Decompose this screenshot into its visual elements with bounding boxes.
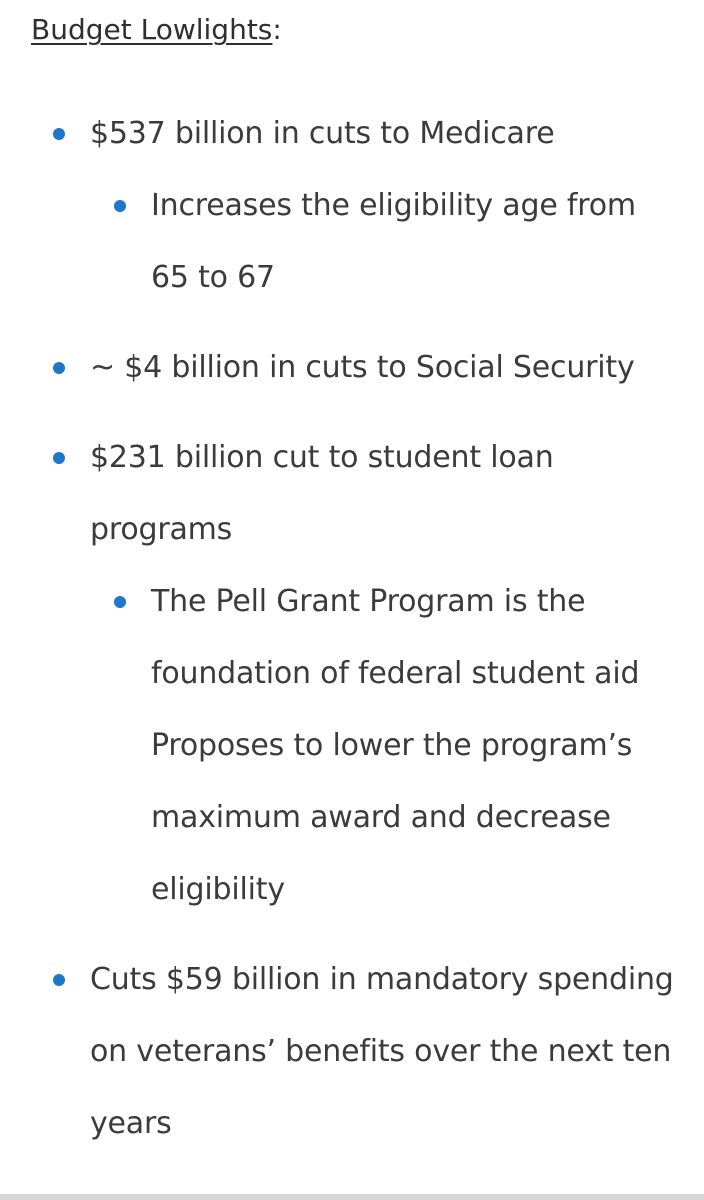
list-item-text: $537 billion in cuts to Medicare (90, 116, 555, 151)
list-item-text: Cuts $59 billion in mandatory spending on veterans’ benefits over the next ten years (90, 962, 674, 1141)
bullet-icon (114, 200, 126, 212)
bullet-icon (53, 452, 65, 464)
bullet-icon (114, 596, 126, 608)
sub-item-pell-grant (90, 566, 680, 926)
heading-text: Budget Lowlights (31, 13, 273, 46)
bullet-icon (53, 974, 65, 986)
sub-list (90, 566, 680, 926)
list-item-veterans (0, 944, 704, 1160)
list-item-medicare (0, 98, 704, 314)
sub-item-text: Increases the eligibility age from 65 to 67 (151, 188, 636, 295)
list-item-text: $231 billion cut to student loan programs (90, 440, 554, 547)
bullet-icon (53, 128, 65, 140)
page-heading (31, 10, 282, 50)
list-item-text: ~ $4 billion in cuts to Social Security (90, 350, 635, 385)
list-item-social-security (0, 332, 704, 404)
budget-lowlights-list (0, 98, 704, 1178)
sub-list (90, 170, 680, 314)
bullet-icon (53, 362, 65, 374)
list-item-student-loans (0, 422, 704, 926)
bottom-divider (0, 1194, 704, 1200)
heading-colon: : (272, 13, 282, 46)
sub-item-eligibility-age (90, 170, 680, 314)
sub-item-text: The Pell Grant Program is the foundation of federal student aid Proposes to lower the program’s maximum award and decrease eligibility (151, 584, 640, 907)
